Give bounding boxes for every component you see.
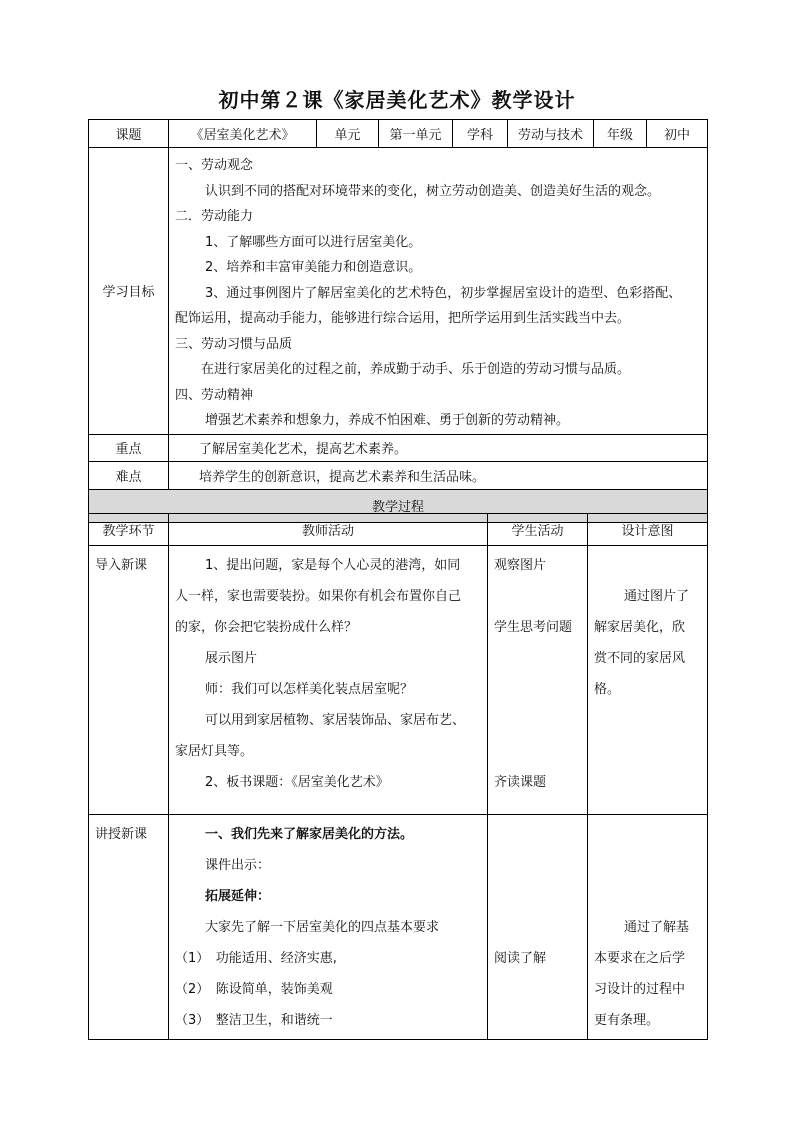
- student-cell: [488, 546, 588, 815]
- goals-line: 三、劳动习惯与品质: [175, 336, 293, 352]
- teacher-line: 1、提出问题，家是每个人心灵的港湾，如同: [205, 558, 461, 573]
- grade-label: 年级: [594, 120, 647, 148]
- goals-label: 学习目标: [89, 148, 169, 435]
- teacher-line: 师：我们可以怎样美化装点居室呢？: [205, 682, 414, 697]
- subject-label: 学科: [453, 120, 508, 148]
- student-line: 阅读了解: [494, 951, 547, 966]
- header-teacher: 教师活动: [169, 514, 488, 546]
- stage-name: 讲授新课: [95, 827, 148, 842]
- intent-line: 更有条理。: [594, 1013, 660, 1028]
- goals-line: 配饰运用，提高动手能力，能够进行综合运用，把所学运用到生活实践当中去。: [175, 311, 631, 326]
- difficulty-label: 难点: [89, 461, 169, 489]
- teacher-line: 的家，你会把它装扮成什么样？: [175, 620, 358, 635]
- teacher-line: （3） 整洁卫生，和谐统一: [175, 1013, 333, 1028]
- teacher-line: 课件出示：: [205, 858, 271, 873]
- process-title: 教学过程: [89, 489, 708, 522]
- teacher-line: 可以用到家居植物、家居装饰品、家居布艺、: [205, 713, 466, 728]
- course-info-table: [88, 119, 708, 523]
- intent-line: 本要求在之后学: [594, 951, 686, 966]
- subject-value: 劳动与技术: [508, 120, 594, 148]
- key-point-label: 重点: [89, 434, 169, 461]
- key-point-text: 了解居室美化艺术，提高艺术素养。: [169, 434, 708, 461]
- header-intent: 设计意图: [588, 514, 708, 546]
- intent-line: 赏不同的家居风: [594, 651, 686, 666]
- teacher-line: 家居灯具等。: [175, 744, 254, 759]
- goals-line: 2、培养和丰富审美能力和创造意识。: [205, 260, 422, 275]
- teacher-cell: [169, 815, 488, 1040]
- document-title: 初中第２课《家居美化艺术》教学设计: [218, 88, 576, 112]
- stage-cell: [89, 546, 169, 815]
- course-value: 《居室美化艺术》: [169, 120, 317, 148]
- goals-line: 增强艺术素养和想象力，养成不怕困难、勇于创新的劳动精神。: [205, 413, 570, 428]
- student-line: 观察图片: [494, 558, 547, 573]
- difficulty-text: 培养学生的创新意识，提高艺术素养和生活品味。: [169, 461, 708, 489]
- intent-line: 格。: [594, 682, 621, 697]
- goals-line: 一、劳动观念: [175, 158, 254, 173]
- student-line: 学生思考问题: [494, 620, 573, 635]
- goals-line: 1、了解哪些方面可以进行居室美化。: [205, 234, 422, 250]
- stage-cell: [89, 815, 169, 1040]
- unit-value: 第一单元: [379, 120, 453, 148]
- teacher-cell: [169, 546, 488, 815]
- teacher-line: （1） 功能适用、经济实惠,: [175, 951, 337, 966]
- intent-line: 习设计的过程中: [594, 982, 686, 997]
- teacher-line: 拓展延伸：: [205, 889, 271, 904]
- intent-line: 解家居美化，欣: [594, 620, 686, 635]
- teacher-line: 2、板书课题：《居室美化艺术》: [205, 775, 389, 790]
- grade-value: 初中: [647, 120, 708, 148]
- intent-cell: [588, 546, 708, 815]
- header-stage: 教学环节: [89, 514, 169, 546]
- intent-cell: [588, 815, 708, 1040]
- teacher-line: 大家先了解一下居室美化的四点基本要求: [205, 920, 440, 935]
- goals-line: 3、通过事例图片了解居室美化的艺术特色，初步掌握居室设计的造型、色彩搭配、: [205, 285, 682, 301]
- goals-line: 四、劳动精神: [175, 387, 254, 403]
- teacher-line: 展示图片: [205, 651, 258, 666]
- goals-line: 认识到不同的搭配对环境带来的变化，树立劳动创造美、创造美好生活的观念。: [205, 183, 661, 199]
- teacher-line: （2） 陈设简单，装饰美观: [175, 982, 333, 997]
- unit-label: 单元: [317, 120, 379, 148]
- stage-name: 导入新课: [95, 558, 148, 573]
- teacher-line: 人一样，家也需要装扮。如果你有机会布置你自己: [175, 589, 462, 604]
- intent-line: 通过了解基: [624, 920, 690, 935]
- course-label: 课题: [89, 120, 169, 148]
- teacher-line: 一、我们先来了解家居美化的方法。: [205, 827, 414, 842]
- goals-content: [169, 148, 708, 435]
- header-student: 学生活动: [488, 514, 588, 546]
- student-cell: [488, 815, 588, 1040]
- goals-line: 在进行家居美化的过程之前，养成勤于动手、乐于创造的劳动习惯与品质。: [201, 362, 631, 377]
- student-line: 齐读课题: [494, 775, 547, 790]
- process-table: [88, 513, 708, 1040]
- goals-line: 二．劳动能力: [175, 209, 254, 224]
- intent-line: 通过图片了: [624, 589, 690, 604]
